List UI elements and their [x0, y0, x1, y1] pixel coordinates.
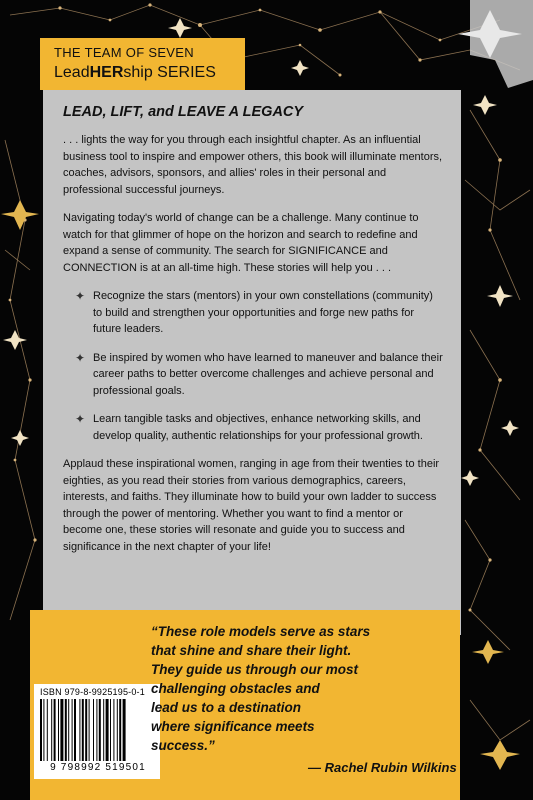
- pull-quote: “These role models serve as stars that shine and share their light. They guide us through our most challenging obstacles and lead us to a destination where significance meets success.”: [151, 624, 371, 753]
- barcode-bars: [40, 699, 154, 761]
- series-name: LeadHERship SERIES: [54, 64, 216, 81]
- quote-attribution: — Rachel Rubin Wilkins: [308, 760, 457, 775]
- star-bullet-icon: ✦: [75, 289, 86, 303]
- list-item: ✦ Learn tangible tasks and objectives, enhance networking skills, and develop quality, authentic relationships for your professional growth.: [75, 412, 423, 442]
- description-panel: [43, 90, 461, 635]
- headline: LEAD, LIFT, and LEAVE A LEGACY: [63, 104, 304, 120]
- series-banner: [40, 38, 245, 90]
- barcode: [34, 684, 160, 779]
- star-bullet-icon: ✦: [75, 412, 86, 426]
- context-paragraph: Navigating today's world of change can be a challenge. Many continue to watch for that glimmer of hope on the horizon and search to redefine and expand a sense of community. The search for SIGNIFICANCE and CONNECTION is at an all-time high. These stories will help you . . .: [63, 212, 419, 274]
- benefits-list: [63, 288, 443, 444]
- series-emphasis: HER: [89, 64, 124, 81]
- list-item: ✦ Be inspired by women who have learned to maneuver and balance their career paths to better overcome challenges and achieve personal and professional goals.: [75, 350, 443, 397]
- isbn-label: ISBN 979-8-9925195-0-1: [40, 687, 145, 697]
- star-bullet-icon: ✦: [75, 350, 86, 365]
- series-title: THE TEAM OF SEVEN: [54, 45, 194, 60]
- barcode-digits: 9 798992 519501: [50, 762, 146, 773]
- closing-paragraph: Applaud these inspirational women, ranging in age from their twenties to their eighties, as you read their stories from various demographics, careers, interests, and faiths. They illuminate how to build your own ladder to success through the power of mentoring. Whether you want to find a mentor or become one, these stories will resonate and guide you to success and significance in the next chapter of your life!: [63, 458, 440, 553]
- list-item: ✦ Recognize the stars (mentors) in your own constellations (community) to build and strengthen your opportunities and forge new paths for future leaders.: [75, 289, 433, 335]
- intro-paragraph: . . . lights the way for you through each insightful chapter. As an influential business tool to inspire and empower others, this book will illuminate mentors, coaches, advisors, sponsors, and allies' roles in their personal and professional successful journeys.: [63, 134, 443, 196]
